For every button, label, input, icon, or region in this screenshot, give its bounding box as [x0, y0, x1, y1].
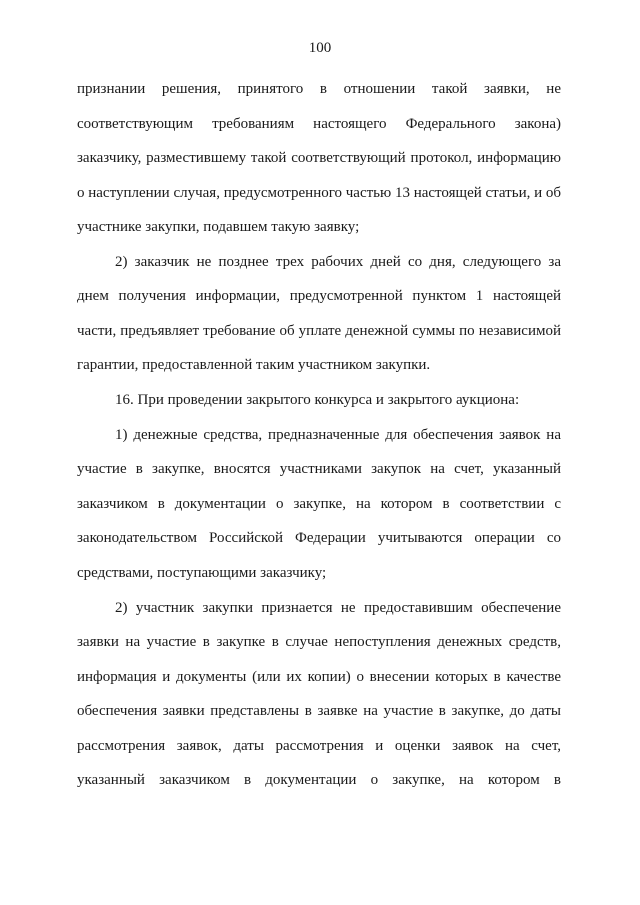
text-line: 16. При проведении закрытого конкурса и закрытого аукциона: — [115, 392, 520, 408]
text-line: признании решения, принятого в отношении такой заявки, не — [77, 81, 561, 97]
text-line: участие в закупке, вносятся участниками закупок на счет, указанный — [77, 461, 561, 477]
text-line: гарантии, предоставленной таким участником закупки. — [77, 357, 431, 373]
text-line: средствами, поступающими заказчику; — [77, 565, 327, 581]
text-line: указанный заказчиком в документации о закупке, на котором в — [77, 772, 561, 788]
text-line: рассмотрения заявок, даты рассмотрения и оценки заявок на счет, — [77, 738, 561, 754]
text-line: части, предъявляет требование об уплате денежной суммы по независимой — [77, 323, 561, 339]
page-number: 100 — [308, 40, 332, 56]
text-line: заказчиком в документации о закупке, на котором в соответствии с — [77, 496, 561, 512]
text-line: заявки на участие в закупке в случае непоступления денежных средств, — [77, 634, 561, 650]
text-line: соответствующим требованиям настоящего Федерального закона) — [77, 116, 561, 132]
text-line: заказчику, разместившему такой соответствующий протокол, информацию — [77, 150, 561, 166]
text-line: 1) денежные средства, предназначенные для обеспечения заявок на — [115, 427, 561, 443]
text-line: о наступлении случая, предусмотренного частью 13 настоящей статьи, и об — [77, 185, 562, 201]
text-line: участнике закупки, подавшем такую заявку; — [77, 219, 360, 235]
text-line: информация и документы (или их копии) о внесении которых в качестве — [77, 669, 561, 685]
text-line: обеспечения заявки представлены в заявке на участие в закупке, до даты — [77, 703, 561, 719]
text-line: законодательством Российской Федерации учитываются операции со — [77, 530, 561, 546]
text-line: 2) участник закупки признается не предоставившим обеспечение — [115, 600, 561, 616]
text-line: днем получения информации, предусмотренной пунктом 1 настоящей — [77, 288, 561, 304]
text-line: 2) заказчик не позднее трех рабочих дней со дня, следующего за — [115, 254, 561, 270]
